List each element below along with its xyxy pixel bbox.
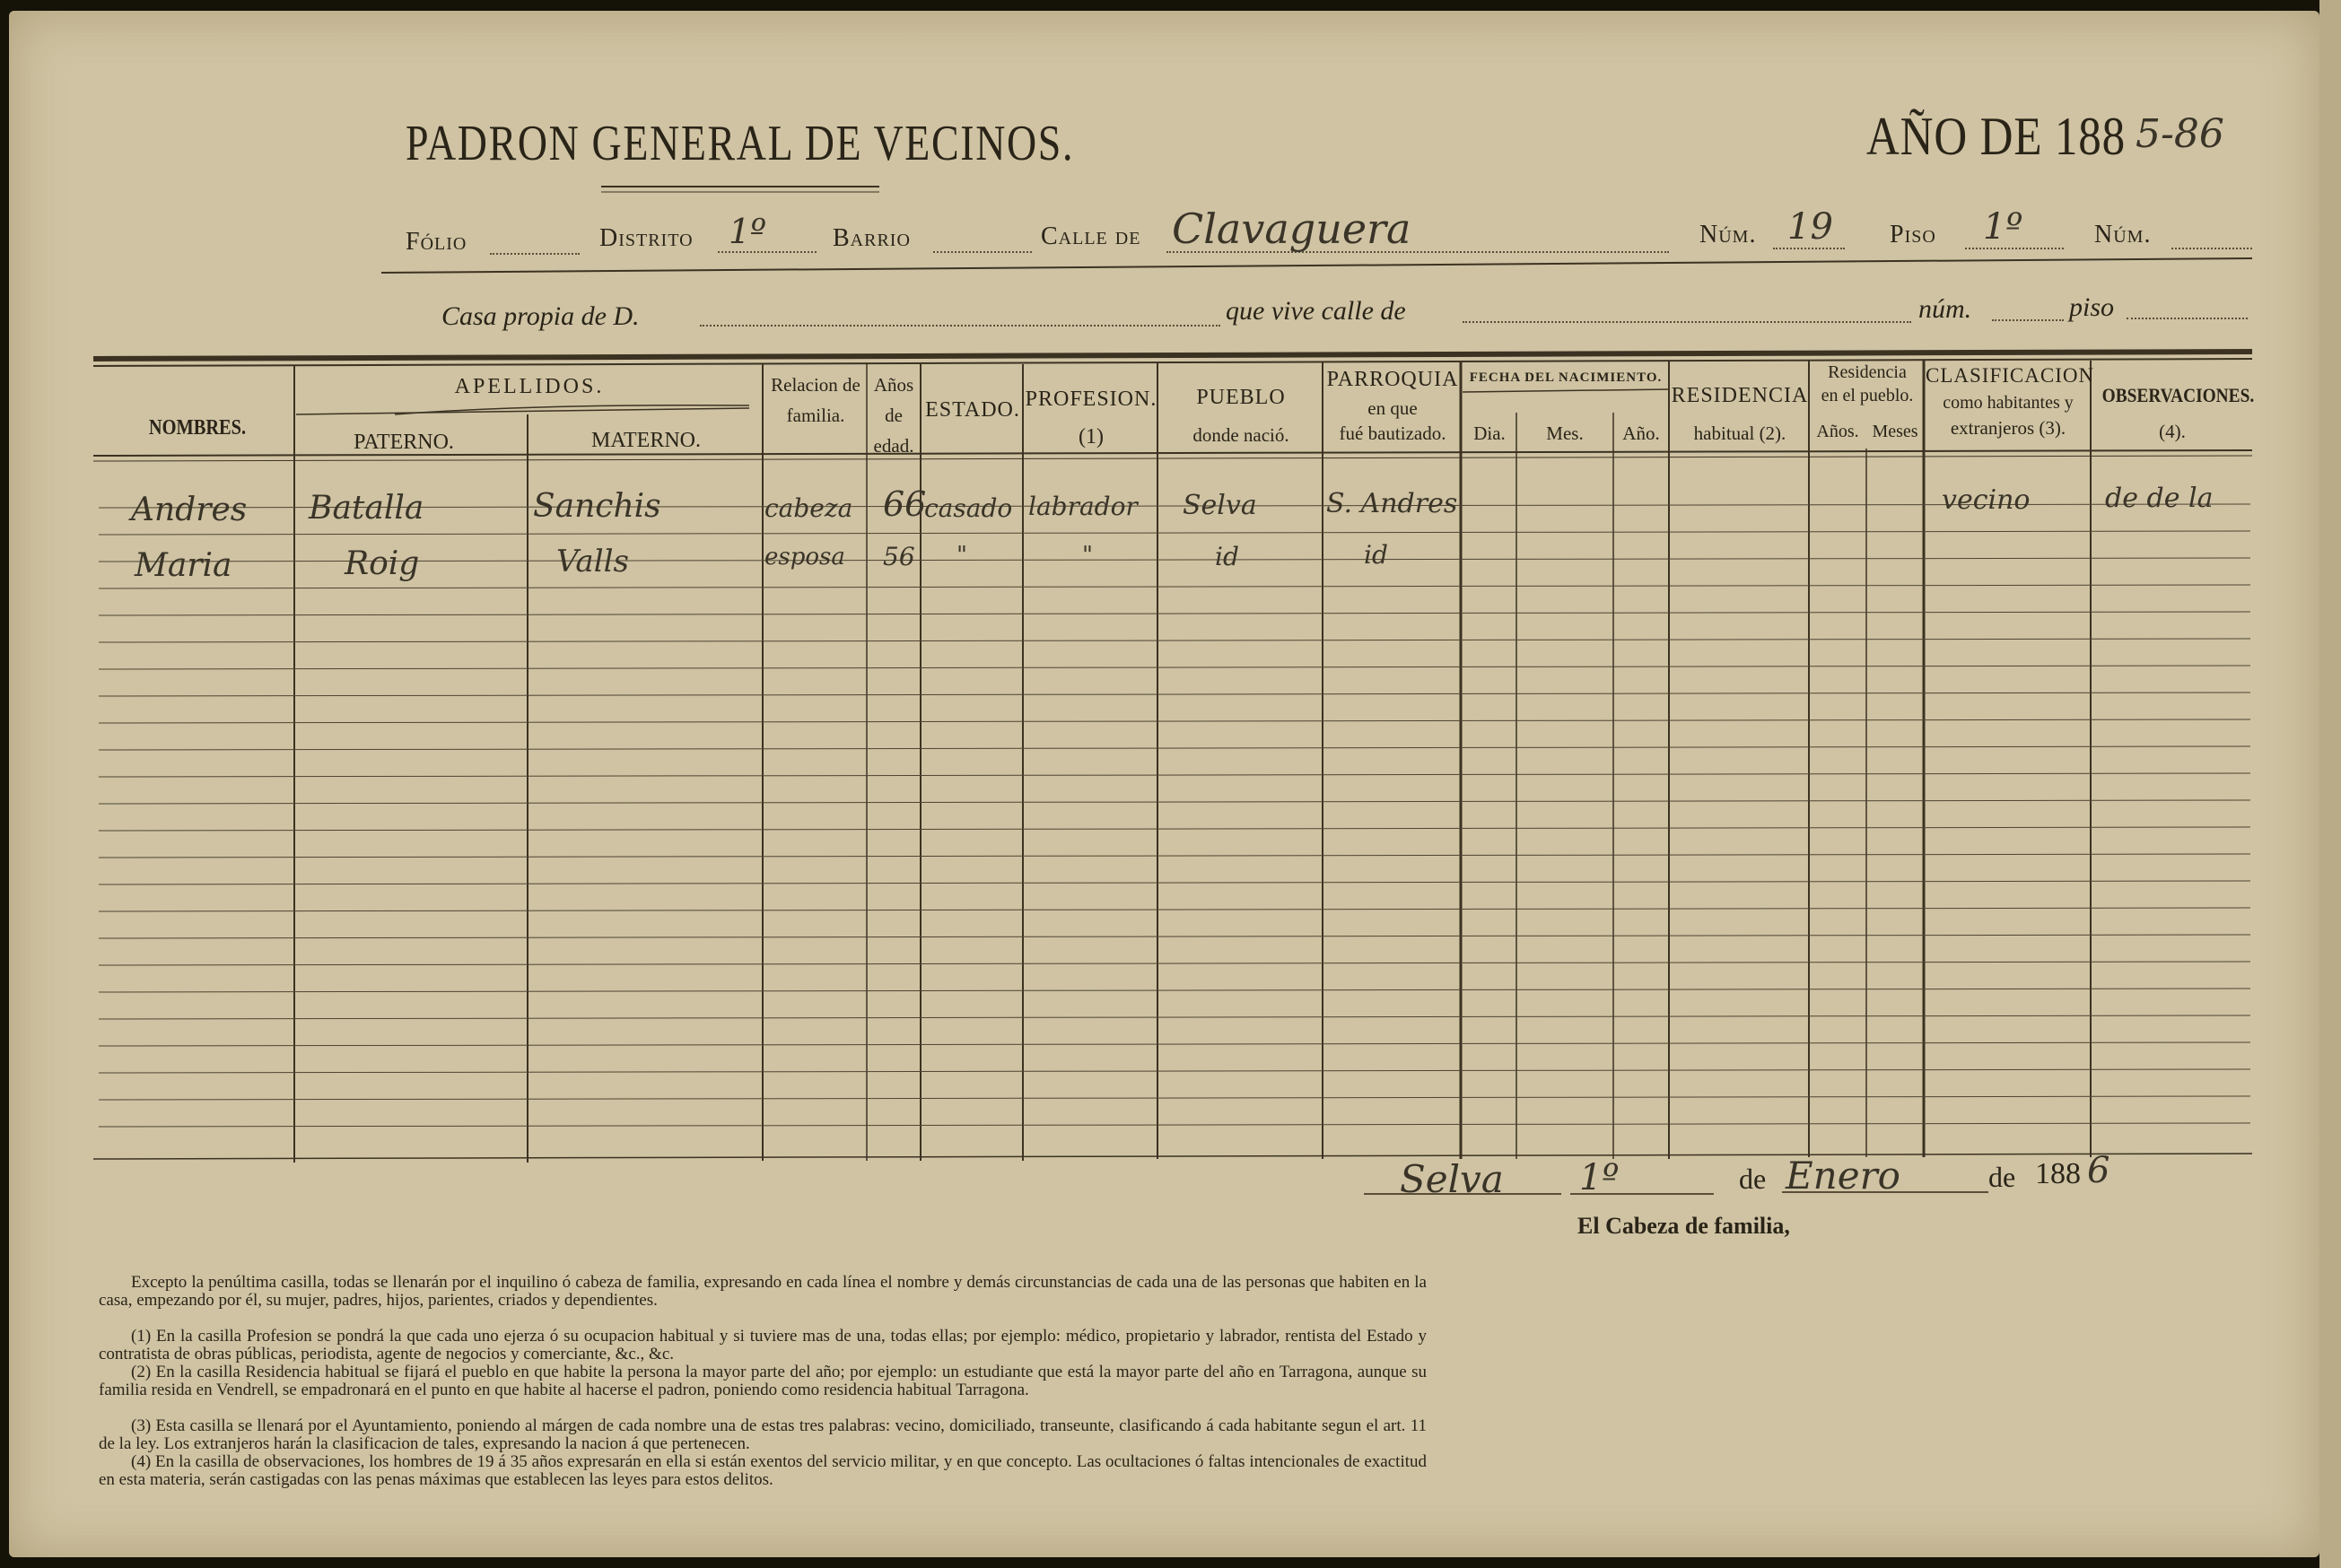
entry-2-estado: " xyxy=(956,542,967,569)
row-rule xyxy=(99,1042,2250,1046)
row-rule xyxy=(99,989,2250,992)
row-rule xyxy=(99,935,2250,938)
header-ano: Año. xyxy=(1622,422,1660,444)
signature-year-digit: 6 xyxy=(2087,1150,2110,1191)
casa-label: Casa propia de D. xyxy=(441,301,640,331)
entry-2-relacion: esposa xyxy=(764,544,845,571)
row-rule xyxy=(99,800,2250,804)
header-estado: ESTADO. xyxy=(925,398,1020,422)
row-rule xyxy=(99,854,2250,858)
entry-2-profesion: " xyxy=(1082,542,1093,569)
entry-1-observaciones: de de la xyxy=(2105,483,2214,514)
header-observaciones: OBSERVACIONES. xyxy=(2101,384,2255,406)
row-rule xyxy=(99,612,2250,615)
entry-1-materno: Sanchis xyxy=(533,488,661,525)
entry-2-paterno: Roig xyxy=(345,545,420,582)
entry-2-nombre: Maria xyxy=(135,547,232,584)
header-res-pueblo2: en el pueblo. xyxy=(1821,386,1914,405)
entry-2-pueblo: id xyxy=(1215,542,1239,571)
num-value: 19 xyxy=(1787,206,1833,248)
header-residencia-sub: habitual (2). xyxy=(1693,422,1786,444)
row-rule xyxy=(99,746,2250,750)
header-pueblo: PUEBLO xyxy=(1196,386,1286,409)
row-rule xyxy=(99,827,2250,831)
row-rule xyxy=(99,558,2250,562)
row-rule xyxy=(99,531,2250,535)
entry-1-clasificacion: vecino xyxy=(1942,484,2031,516)
entry-1-estado: casado xyxy=(924,493,1013,523)
row-rule xyxy=(99,1069,2250,1073)
row-rule xyxy=(99,1015,2250,1019)
piso-label: Piso xyxy=(1890,221,1936,248)
header-materno: MATERNO. xyxy=(590,429,701,452)
vive-label: que vive calle de xyxy=(1226,296,1406,326)
row-rule xyxy=(99,962,2250,965)
header-anos xyxy=(867,370,921,461)
signature-year-prefix: 188 xyxy=(2035,1157,2081,1190)
header-clasif-sub2: extranjeros (3). xyxy=(1950,417,2066,439)
header-profesion-n: (1) xyxy=(1079,425,1104,449)
header-parroquia-sub2: fué bautizado. xyxy=(1339,422,1446,444)
signature-month-line xyxy=(1782,1191,1988,1193)
signature-day-line xyxy=(1570,1193,1714,1195)
num-row2-label: núm. xyxy=(1918,294,1972,324)
header-relacion-text: Relacion de familia. xyxy=(771,374,860,426)
header-parroquia-sub1: en que xyxy=(1367,397,1418,419)
row-rule xyxy=(99,881,2250,884)
calle-value: Clavaguera xyxy=(1172,205,1411,253)
header-fecha: FECHA DEL NACIMIENTO. xyxy=(1469,370,1663,385)
row-rule xyxy=(99,1096,2250,1100)
note-4: (4) En la casilla de observaciones, los hombres de 19 á 35 años expresarán en ella si están exentos del servicio militar, y en que concepto. Las ocultaciones ó faltas intencionales de exactitud en esta materia, serán castigadas con las penas máximas que establecen las leyes para estos delitos. xyxy=(99,1452,1427,1489)
header-res-anos: Años. xyxy=(1816,422,1859,441)
header-apellidos: APELLIDOS. xyxy=(454,375,605,398)
header-pueblo-sub: donde nació. xyxy=(1192,424,1289,446)
header-paterno: PATERNO. xyxy=(354,431,454,454)
signature-place: Selva xyxy=(1400,1157,1504,1201)
piso-row2-label: piso xyxy=(2069,292,2115,322)
entry-2-materno: Valls xyxy=(556,544,629,579)
row-rule xyxy=(99,773,2250,777)
calle-label: Calle de xyxy=(1041,222,1141,250)
header-clasificacion: CLASIFICACION xyxy=(1926,364,2095,387)
header-mes: Mes. xyxy=(1546,422,1584,444)
header-anos-text: Años de edad. xyxy=(873,374,914,457)
note-0: Excepto la penúltima casilla, todas se llenarán por el inquilino ó cabeza de familia, expresando en cada línea el nombre y demás circunstancias de cada una de las personas que habiten en la casa, empezando por él, su mujer, padres, hijos, parientes, criados y dependientes. xyxy=(99,1273,1427,1310)
header-profesion: PROFESION. xyxy=(1025,388,1157,411)
piso-value: 1º xyxy=(1983,206,2023,248)
header-res-pueblo1: Residencia xyxy=(1828,362,1907,382)
signature-cabeza: El Cabeza de familia, xyxy=(1577,1213,1790,1239)
num-label: Núm. xyxy=(1699,221,1757,248)
signature-day: 1º xyxy=(1579,1157,1620,1198)
header-dia: Dia. xyxy=(1473,422,1506,444)
note-1: (1) En la casilla Profesion se pondrá la que cada uno ejerza ó su ocupacion habitual y si tuviere mas de una, todas ellas; por ejemplo: médico, propietario y labrador, rentista del Estado y contratista de obras públicas, periodista, agente de negocios y comerciante, &c., &c. xyxy=(99,1327,1427,1363)
row-rule xyxy=(99,585,2250,588)
row-rule xyxy=(99,1123,2250,1127)
year-handwritten: 5-86 xyxy=(2136,111,2224,157)
folio-label: Fólio xyxy=(406,228,467,256)
entry-2-parroquia: id xyxy=(1364,540,1388,570)
header-residencia: RESIDENCIA xyxy=(1671,384,1809,407)
row-rule xyxy=(99,908,2250,911)
entry-1-pueblo: Selva xyxy=(1183,490,1257,521)
note-2: (2) En la casilla Residencia habitual se fijará el pueblo en que habite la persona la mayor parte del año; por ejemplo: un estudiante que está la mayor parte del año en Tarragona, aunque su familia resida en Vendrell, se empadronará en el punto en que habite al hacerse el padron, poniendo como residencia habitual Tarragona. xyxy=(99,1363,1427,1399)
year-label: AÑO DE 188 xyxy=(1866,107,2126,166)
entry-1-edad: 66 xyxy=(883,484,927,524)
row-rule xyxy=(99,639,2250,642)
entry-1-parroquia: S. Andres xyxy=(1326,488,1458,519)
header-clasif-sub1: como habitantes y xyxy=(1943,393,2074,413)
header-parroquia: PARROQUIA xyxy=(1326,368,1459,391)
num2-label: Núm. xyxy=(2094,221,2152,248)
signature-place-line xyxy=(1364,1193,1561,1195)
note-3: (3) Esta casilla se llenará por el Ayuntamiento, poniendo al márgen de cada nombre una de estas tres palabras: vecino, domiciliado, transeunte, clasificando á cada habitante segun el art. 11 de la ley. Los extranjeros harán la clasificacion de tales, expresando la nacion á que pertenecen. xyxy=(99,1416,1427,1453)
distrito-value: 1º xyxy=(729,212,767,251)
entry-1-relacion: cabeza xyxy=(764,493,853,523)
row-rule xyxy=(99,666,2250,669)
distrito-label: Distrito xyxy=(599,224,694,252)
entry-2-edad: 56 xyxy=(883,542,915,571)
header-res-meses: Meses xyxy=(1872,422,1918,441)
row-rule xyxy=(99,693,2250,696)
signature-month: Enero xyxy=(1786,1154,1900,1198)
header-relacion xyxy=(764,370,867,431)
entry-1-paterno: Batalla xyxy=(309,490,424,527)
entry-1-profesion: labrador xyxy=(1028,492,1138,521)
row-rule xyxy=(99,719,2250,723)
signature-de-2: de xyxy=(1988,1161,2016,1193)
barrio-label: Barrio xyxy=(833,224,911,252)
signature-de-1: de xyxy=(1739,1163,1767,1195)
page-title: PADRON GENERAL DE VECINOS. xyxy=(406,116,1075,171)
entry-1-nombre: Andres xyxy=(131,492,248,528)
header-obs-n: (4). xyxy=(2159,421,2186,442)
header-nombres: NOMBRES. xyxy=(148,416,247,440)
